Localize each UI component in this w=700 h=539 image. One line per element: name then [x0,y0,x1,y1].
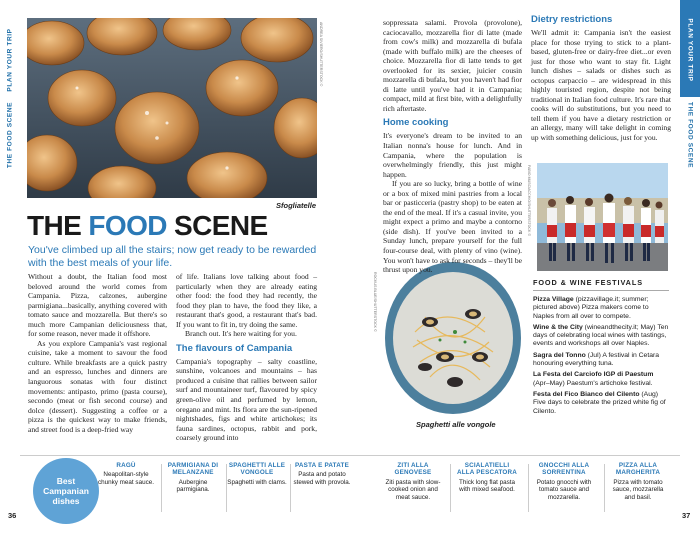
side-tab-chapter: THE FOOD SCENE [686,101,694,169]
dish-name: SPAGHETTI ALLE VONGOLE [228,462,286,477]
column-1 [28,272,167,434]
right-side-tab [680,0,700,480]
spaghetti-photo [385,262,521,414]
dish-item [226,462,288,486]
paragraph: of life. Italians love talking about food – particularly when they are already eating other food: the food they had recently, the food they plan to have, the food they like, a restaurant that's good, a restaurant that's bad. If you want to fit in, try doing the same. [176,272,317,329]
best-dishes-badge [33,458,99,524]
dish-desc: Aubergine parmigiana. [176,478,210,494]
dish-desc: Ziti pasta with slow-cooked onion and meat sauce. [385,478,441,502]
dish-name: PIZZA ALLA MARGHERITA [615,462,661,477]
side-tab-band [680,0,700,97]
festival-item [533,391,669,416]
dish-item [382,462,444,502]
dish-item [95,462,157,487]
spaghetti-image [385,262,521,414]
side-tab-section: PLAN YOUR TRIP [6,28,14,92]
divider [450,464,451,512]
photo-credit: ANDREA SIVIERO/SHUTTERSTOCK © [319,22,323,87]
paragraph: Campania's topography – salty coastline, sunshine, volcanoes and mountains – has produced a cuisine that rallies between sailor surf and mountaineer turf, flavoured by spicy green-olive oil and perfumed by lemon, oregano and mint. Its flora are the sun-ripened nightshades, figs and white artichokes; its fauna sardines, octopus, rabbit and pork, coarsely ground into [176,356,317,443]
festival-name: Sagra del Tonno [533,351,586,359]
sfogliatelle-image [27,18,317,198]
page-subtitle: You've climbed up all the stairs; now get ready to be rewarded with the best meals of your life. [28,244,317,269]
festivals-title: FOOD & WINE FESTIVALS [533,278,669,291]
title-accent: FOOD [88,210,167,241]
dish-desc: Neapolitan-style chunky meat sauce. [97,471,154,487]
festival-name: Wine & the City [533,323,583,331]
festival-desc: (wineandthecity.it; May) Ten days of celebrating local wines with tastings, events and workshops all over Naples. [533,323,669,348]
dish-desc: Potato gnocchi with tomato sauce and mozzarella. [536,478,592,502]
photo-caption: Spaghetti alle vongole [416,420,496,429]
sfogliatelle-photo [27,18,317,198]
festival-image [537,163,668,271]
dish-item [533,462,595,502]
paragraph: We'll admit it: Campania isn't the easiest place for those trying to stick to a plant-based, gluten-free or dairy-free diet...or even just for those who want to stay fit. Light lunch dishes – salads or dishes such as octopus carpaccio – are widespread in this highly touristed region, despite not being traditional in Italian food culture. It's rare that cooks will do substitutions, but you need to tell them if you have a dietary restriction or an allergy, many will take delight in coming up with something delicious, just for you. [531,28,671,143]
festival-photo [537,163,668,271]
festival-desc: (Aug) Five days to celebrate the prized white fig of Cilento. [533,390,666,415]
dish-item [162,462,224,494]
page-number-left: 36 [8,511,17,520]
dish-name: GNOCCHI ALLA SORRENTINA [538,462,590,477]
best-dishes-strip [20,455,680,523]
side-tab-section: PLAN YOUR TRIP [686,18,694,82]
column-4 [531,14,671,143]
side-tab-chapter: THE FOOD SCENE [6,101,14,169]
dish-item [456,462,518,494]
dish-name: SCIALATIELLI ALLA PESCATORA [456,462,518,477]
paragraph: Branch out. It's here waiting for you. [185,329,297,339]
paragraph: It's everyone's dream to be invited to an Italian nonna's house for lunch. And in Campania, where the population is overwhelmingly friendly, this just might happen. [383,131,522,179]
dish-desc: Spaghetti with clams. [227,478,287,486]
dish-desc: Pasta and potato stewed with provola. [293,471,351,487]
photo-credit: ROCKUS BLUE/SHUTTERSTOCK © [373,272,377,332]
festival-name: La Festa del Carciofo IGP di Paestum [533,371,654,379]
page-title [27,210,268,242]
dish-item [291,462,353,487]
column-3 [383,18,522,275]
paragraph: soppressata salami. Provola (provolone), caciocavallo, mozzarella fior di latte (made from cow's milk) and mozzarella di bufala (made with buffalo milk) are the cheeses of choice. Mozzarella fior di latte tends to get overlooked for its sexier, juicier cousin mozzarella di bufala, but you haven't had fior di latte until you've had it in Campania; compact, mild at first bite, with a delightfully rich aftertaste. [383,18,522,113]
divider [528,464,529,512]
title-part: SCENE [166,210,268,241]
paragraph: If you are so lucky, bring a bottle of wine or a box of mixed mini pastries from a local bar or pasticceria (pastry shop) to be eaten at the end of the meal. If it's a casual invite, you might expect a primo and maybe a contorno (side dish). If you've been invited to a Sunday lunch, prepare yourself for the full four-course deal, with plenty of vino (wine). You won't have to ask for seconds – they'll be thrust upon you. [383,179,522,275]
dish-name: ZITI ALLA GENOVESE [394,462,432,477]
photo-credit: FABIO MUSCIACCHIO/SHUTTERSTOCK © [527,165,531,237]
festival-item [533,296,669,321]
festival-item [533,324,669,349]
festival-name: Festa del Fico Bianco del Cilento [533,390,640,398]
divider [604,464,605,512]
left-side-tab [0,0,20,480]
dish-desc: Pizza with tomato sauce, mozzarella and basil. [612,478,664,502]
title-part: THE [27,210,89,241]
photo-caption: Sfogliatelle [276,201,317,210]
festivals-box [533,278,669,419]
paragraph: Without a doubt, the Italian food most beloved around the world comes from Campania. Pizza, calzones, aubergine parmigiana...basically, anything covered with tomato sauce and mozzarella. But there's so much more Campanian deliciousness that, for some reason, never made it offshore. [28,272,167,339]
festival-name: Pizza Village [533,296,574,303]
festival-desc: (Jul) A festival in Cetara honouring everything tuna. [533,351,660,368]
page-number-right: 37 [682,511,691,520]
festival-item [533,371,669,388]
dish-name: RAGÙ [116,462,136,469]
section-heading: Home cooking [383,117,449,129]
section-heading: Dietry restrictions [531,14,613,25]
dish-item [607,462,669,502]
festival-item [533,352,669,369]
section-heading: The flavours of Campania [176,342,293,354]
paragraph: As you explore Campania's vast regional cuisine, take a moment to savour the food culture. While breakfasts are a quick pastry and an espresso, lunches and dinners are languorous sonatas with four distinct movements: antipasto, primo (pasta course), secondo (meat or fish second course) and dolce (dessert). Suggesting a coffee or a pizza is the quickest way to make friends, and street food is a deep-fried way [28,338,167,434]
dish-name: PASTA E PATATE [295,462,349,469]
dish-desc: Thick long flat pasta with mixed seafood. [458,478,515,494]
festival-desc: (pizzavillage.it; summer; pictured above) Pizza makers come to Naples from all over to compete. [533,296,649,320]
dish-name: PARMIGIANA DI MELANZANE [167,462,219,477]
best-dishes-label: Best Campanian dishes [43,476,89,506]
festival-desc: (Apr–May) Paestum's artichoke festival. [533,379,653,387]
column-2 [176,272,317,443]
